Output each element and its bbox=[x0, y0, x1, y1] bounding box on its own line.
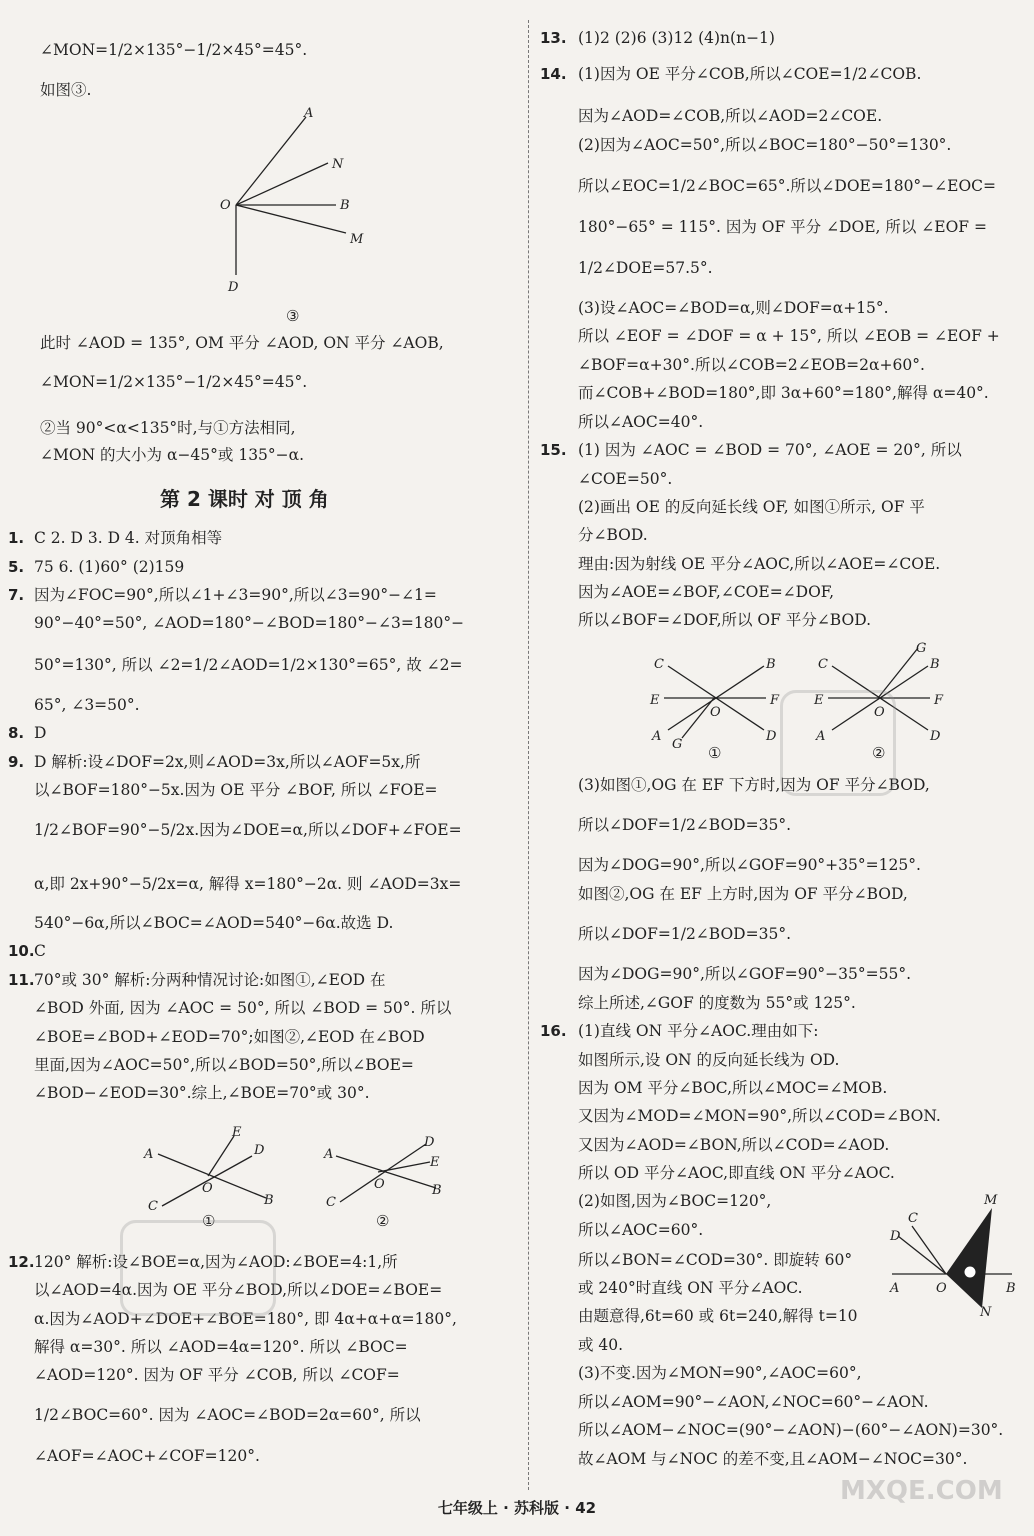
fig3-caption: ③ bbox=[286, 307, 300, 325]
left-text-line: D 解析:设∠DOF=2x,则∠AOD=3x,所以∠AOF=5x,所 bbox=[34, 753, 421, 771]
right-text-line: 180°−65° = 115°. 因为 OF 平分 ∠DOE, 所以 ∠EOF = bbox=[578, 218, 987, 236]
fig15-2-label-D: D bbox=[930, 729, 941, 744]
left-text-line: ∠MON=1/2×135°−1/2×45°=45°. bbox=[40, 41, 308, 59]
fig11-1-label-B: B bbox=[264, 1193, 274, 1208]
fig11-2-label-B: B bbox=[432, 1183, 442, 1198]
right-text-line: 故∠AOM 与∠NOC 的差不变,且∠AOM−∠NOC=30°. bbox=[578, 1450, 968, 1468]
fig11-1-label-C: C bbox=[148, 1199, 158, 1214]
right-text-line: ∠COE=50°. bbox=[578, 470, 673, 488]
figure-11-2 bbox=[318, 1122, 458, 1234]
left-text-line: ∠BOD 外面, 因为 ∠AOC = 50°, 所以 ∠BOD = 50°. 所以 bbox=[34, 999, 452, 1017]
right-text-line: 因为∠DOG=90°,所以∠GOF=90°−35°=55°. bbox=[578, 965, 912, 983]
left-question-number: 5. bbox=[8, 558, 25, 576]
right-text-line: (3)设∠AOC=∠BOD=α,则∠DOF=α+15°. bbox=[578, 299, 889, 317]
fig3-label-N: N bbox=[332, 157, 344, 172]
left-text-line: 解得 α=30°. 所以 ∠AOD=4α=120°. 所以 ∠BOC= bbox=[34, 1338, 408, 1356]
fig15-2-caption: ② bbox=[872, 744, 886, 762]
fig15-1-label-C: C bbox=[654, 657, 664, 672]
fig3-label-O: O bbox=[220, 198, 231, 213]
fig11-1-caption: ① bbox=[202, 1212, 216, 1230]
right-question-number: 16. bbox=[540, 1022, 567, 1040]
left-text-line: α,即 2x+90°−5/2x=α, 解得 x=180°−2α. 则 ∠AOD=3x= bbox=[34, 875, 462, 893]
right-text-line: 综上所述,∠GOF 的度数为 55°或 125°. bbox=[578, 994, 856, 1012]
left-question-number: 8. bbox=[8, 724, 25, 742]
left-text-line: 50°=130°, 所以 ∠2=1/2∠AOD=1/2×130°=65°, 故 ∠2= bbox=[34, 656, 463, 674]
fig16-label-B: B bbox=[1006, 1281, 1016, 1296]
watermark-stamp-right bbox=[780, 690, 896, 796]
left-text-line: 1/2∠BOC=60°. 因为 ∠AOC=∠BOD=2α=60°, 所以 bbox=[34, 1406, 421, 1424]
left-text-line: ②当 90°<α<135°时,与①方法相同, bbox=[40, 419, 296, 437]
right-text-line: 所以∠BOF=∠DOF,所以 OF 平分∠BOD. bbox=[578, 611, 871, 629]
fig11-1-label-A: A bbox=[144, 1147, 154, 1162]
fig3-label-D: D bbox=[228, 280, 239, 295]
fig15-1-label-G: G bbox=[672, 737, 683, 752]
left-question-number: 7. bbox=[8, 586, 25, 604]
left-text-line: ∠AOF=∠AOC+∠COF=120°. bbox=[34, 1447, 260, 1465]
left-text-line: 里面,因为∠AOC=50°,所以∠BOD=50°,所以∠BOE= bbox=[34, 1056, 414, 1074]
column-divider bbox=[528, 20, 529, 1490]
fig15-1-label-E: E bbox=[650, 693, 660, 708]
right-text-line: 所以∠AOM−∠NOC=(90°−∠AON)−(60°−∠AON)=30°. bbox=[578, 1421, 1004, 1439]
fig11-2-label-C: C bbox=[326, 1195, 336, 1210]
fig15-1-label-B: B bbox=[766, 657, 776, 672]
fig15-1-label-D: D bbox=[766, 729, 777, 744]
left-text-line: 90°−40°=50°, ∠AOD=180°−∠BOD=180°−∠3=180°− bbox=[34, 614, 465, 632]
right-text-line: (3)如图①,OG 在 EF 下方时,因为 OF 平分∠BOD, bbox=[578, 776, 930, 794]
left-text-line: 因为∠FOC=90°,所以∠1+∠3=90°,所以∠3=90°−∠1= bbox=[34, 586, 437, 604]
right-text-line: 所以∠BON=∠COD=30°. 即旋转 60° bbox=[578, 1251, 853, 1269]
left-text-line: 65°, ∠3=50°. bbox=[34, 696, 140, 714]
left-question-number: 12. bbox=[8, 1253, 35, 1271]
left-text-line: C 2. D 3. D 4. 对顶角相等 bbox=[34, 529, 223, 547]
left-text-line: 此时 ∠AOD = 135°, OM 平分 ∠AOD, ON 平分 ∠AOB, bbox=[40, 334, 444, 352]
left-text-line: 如图③. bbox=[40, 81, 92, 99]
right-text-line: (2)如图,因为∠BOC=120°, bbox=[578, 1192, 772, 1210]
left-question-number: 10. bbox=[8, 942, 35, 960]
right-text-line: (2)因为∠AOC=50°,所以∠BOC=180°−50°=130°. bbox=[578, 136, 952, 154]
right-text-line: 因为 OM 平分∠BOC,所以∠MOC=∠MOB. bbox=[578, 1079, 888, 1097]
watermark-stamp-left bbox=[120, 1220, 276, 1316]
fig16-label-M: M bbox=[984, 1193, 998, 1208]
fig11-2-label-O: O bbox=[374, 1177, 385, 1192]
right-text-line: 分∠BOD. bbox=[578, 526, 648, 544]
right-text-line: (1)因为 OE 平分∠COB,所以∠COE=1/2∠COB. bbox=[578, 65, 922, 83]
fig11-2-label-E: E bbox=[430, 1155, 440, 1170]
right-text-line: 1/2∠DOE=57.5°. bbox=[578, 259, 713, 277]
left-text-line: 120° 解析:设∠BOE=α,因为∠AOD:∠BOE=4:1,所 bbox=[34, 1253, 398, 1271]
fig15-2-label-G: G bbox=[916, 642, 927, 656]
right-text-line: 所以∠EOC=1/2∠BOC=65°.所以∠DOE=180°−∠EOC= bbox=[578, 177, 997, 195]
right-text-line: 所以∠AOC=40°. bbox=[578, 413, 704, 431]
right-text-line: 又因为∠MOD=∠MON=90°,所以∠COD=∠BON. bbox=[578, 1107, 941, 1125]
right-text-line: 因为∠DOG=90°,所以∠GOF=90°+35°=125°. bbox=[578, 856, 921, 874]
fig11-2-label-A: A bbox=[324, 1147, 334, 1162]
left-text-line: 以∠AOD=4α.因为 OE 平分∠BOD,所以∠DOE=∠BOE= bbox=[34, 1281, 443, 1299]
right-question-number: 13. bbox=[540, 29, 567, 47]
fig11-1-label-E: E bbox=[232, 1125, 242, 1140]
right-text-line: (2)画出 OE 的反向延长线 OF, 如图①所示, OF 平 bbox=[578, 498, 925, 516]
right-text-line: 或 40. bbox=[578, 1336, 624, 1354]
fig11-2-caption: ② bbox=[376, 1212, 390, 1230]
fig15-2-label-O: O bbox=[874, 705, 885, 720]
fig15-1-label-F: F bbox=[770, 693, 780, 708]
right-text-line: 所以∠AOC=60°. bbox=[578, 1221, 704, 1239]
left-text-line: α.因为∠AOD+∠DOE+∠BOE=180°, 即 4α+α+α=180°, bbox=[34, 1310, 457, 1328]
fig15-2-label-E: E bbox=[814, 693, 824, 708]
left-question-number: 11. bbox=[8, 971, 35, 989]
fig16-label-C: C bbox=[908, 1211, 918, 1226]
fig15-2-label-C: C bbox=[818, 657, 828, 672]
right-text-line: 因为∠AOD=∠COB,所以∠AOD=2∠COE. bbox=[578, 107, 883, 125]
right-text-line: 又因为∠AOD=∠BON,所以∠COD=∠AOD. bbox=[578, 1136, 890, 1154]
left-text-line: ∠BOD−∠EOD=30°.综上,∠BOE=70°或 30°. bbox=[34, 1084, 370, 1102]
figure-16 bbox=[884, 1190, 1024, 1320]
left-text-line: ∠AOD=120°. 因为 OF 平分 ∠COB, 所以 ∠COF= bbox=[34, 1366, 400, 1384]
right-text-line: 而∠COB+∠BOD=180°,即 3α+60°=180°,解得 α=40°. bbox=[578, 384, 989, 402]
right-text-line: 理由:因为射线 OE 平分∠AOC,所以∠AOE=∠COE. bbox=[578, 555, 941, 573]
fig3-label-A: A bbox=[304, 106, 314, 121]
right-question-number: 15. bbox=[540, 441, 567, 459]
fig15-1-label-O: O bbox=[710, 705, 721, 720]
right-text-line: 所以∠DOF=1/2∠BOD=35°. bbox=[578, 925, 791, 943]
fig16-label-O: O bbox=[936, 1281, 947, 1296]
left-text-line: D bbox=[34, 724, 47, 742]
fig3-label-B: B bbox=[340, 198, 350, 213]
watermark-text: MXQE.COM bbox=[840, 1476, 1003, 1506]
right-text-line: 或 240°时直线 ON 平分∠AOC. bbox=[578, 1279, 803, 1297]
left-text-line: 75 6. (1)60° (2)159 bbox=[34, 558, 185, 576]
right-text-line: 所以 ∠EOF = ∠DOF = α + 15°, 所以 ∠EOB = ∠EOF + bbox=[578, 327, 1000, 345]
right-text-line: ∠BOF=α+30°.所以∠COB=2∠EOB=2α+60°. bbox=[578, 356, 925, 374]
right-text-line: 所以∠DOF=1/2∠BOD=35°. bbox=[578, 816, 791, 834]
figure-11-1 bbox=[140, 1122, 280, 1234]
fig15-1-caption: ① bbox=[708, 744, 722, 762]
left-text-line: 1/2∠BOF=90°−5/2x.因为∠DOE=α,所以∠DOF+∠FOE= bbox=[34, 821, 462, 839]
right-text-line: 所以∠AOM=90°−∠AON,∠NOC=60°−∠AON. bbox=[578, 1393, 929, 1411]
fig16-label-A: A bbox=[890, 1281, 900, 1296]
fig15-2-label-A: A bbox=[816, 729, 826, 744]
fig11-1-label-D: D bbox=[254, 1143, 265, 1158]
right-text-line: 如图所示,设 ON 的反向延长线为 OD. bbox=[578, 1051, 840, 1069]
figure-15-1 bbox=[648, 652, 788, 764]
fig15-1-label-A: A bbox=[652, 729, 662, 744]
fig15-2-label-F: F bbox=[934, 693, 944, 708]
left-question-number: 9. bbox=[8, 753, 25, 771]
left-text-line: ∠MON=1/2×135°−1/2×45°=45°. bbox=[40, 373, 308, 391]
fig15-2-label-B: B bbox=[930, 657, 940, 672]
right-text-line: (3)不变.因为∠MON=90°,∠AOC=60°, bbox=[578, 1364, 862, 1382]
right-text-line: 如图②,OG 在 EF 上方时,因为 OF 平分∠BOD, bbox=[578, 885, 908, 903]
right-text-line: 由题意得,6t=60 或 6t=240,解得 t=10 bbox=[578, 1307, 858, 1325]
right-text-line: 所以 OD 平分∠AOC,即直线 ON 平分∠AOC. bbox=[578, 1164, 895, 1182]
fig11-2-label-D: D bbox=[424, 1135, 435, 1150]
right-text-line: (1)直线 ON 平分∠AOC.理由如下: bbox=[578, 1022, 819, 1040]
right-question-number: 14. bbox=[540, 65, 567, 83]
left-question-number: 1. bbox=[8, 529, 25, 547]
left-text-line: C bbox=[34, 942, 46, 960]
fig16-label-N: N bbox=[980, 1305, 992, 1320]
section-heading: 第 2 课时 对 顶 角 bbox=[160, 487, 329, 511]
left-text-line: ∠MON 的大小为 α−45°或 135°−α. bbox=[40, 446, 305, 464]
left-text-line: 以∠BOF=180°−5x.因为 OE 平分 ∠BOF, 所以 ∠FOE= bbox=[34, 781, 438, 799]
fig3-label-M: M bbox=[350, 232, 364, 247]
left-text-line: 540°−6α,所以∠BOC=∠AOD=540°−6α.故选 D. bbox=[34, 914, 394, 932]
right-text-line: 因为∠AOE=∠BOF,∠COE=∠DOF, bbox=[578, 583, 835, 601]
right-text-line: (1) 因为 ∠AOC = ∠BOD = 70°, ∠AOE = 20°, 所以 bbox=[578, 441, 962, 459]
right-text-line: (1)2 (2)6 (3)12 (4)n(n−1) bbox=[578, 29, 775, 47]
page-footer: 七年级上 · 苏科版 · 42 bbox=[437, 1499, 597, 1517]
left-text-line: 70°或 30° 解析:分两种情况讨论:如图①,∠EOD 在 bbox=[34, 971, 386, 989]
fig16-label-D: D bbox=[890, 1229, 901, 1244]
figure-3 bbox=[210, 105, 380, 325]
fig11-1-label-O: O bbox=[202, 1181, 213, 1196]
left-text-line: ∠BOE=∠BOD+∠EOD=70°;如图②,∠EOD 在∠BOD bbox=[34, 1028, 425, 1046]
